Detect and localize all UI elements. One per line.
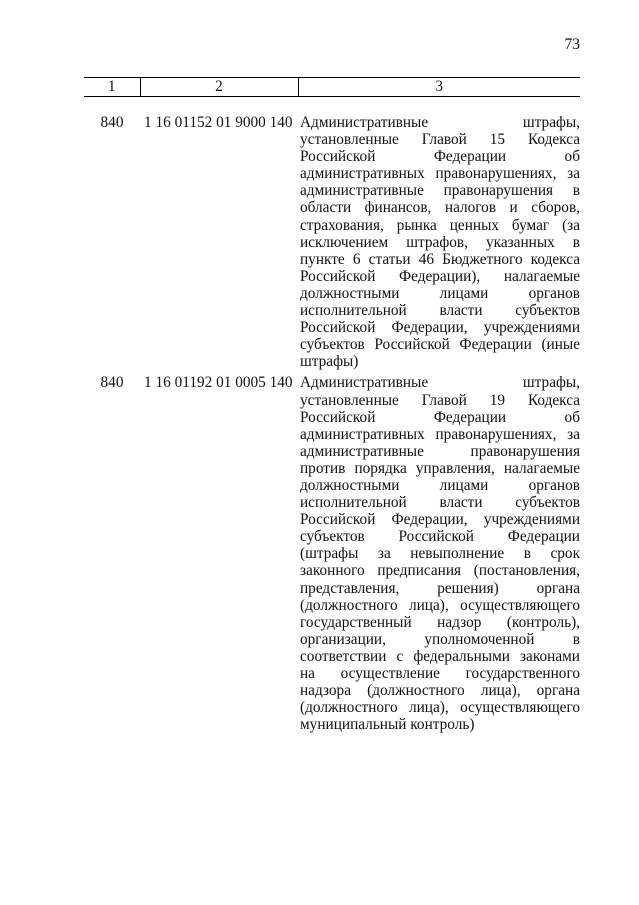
column-header-1: 1 [84, 78, 140, 97]
revenue-description: Административные штрафы, установленные Главой 15 Кодекса Российской Федерации об административных правонарушениях, за административные правонарушения в области финансов, налогов и сборов, страхования, рынка ценных бумаг (за исключением штрафов, указанных в пункте 6 статьи 46 Бюджетного кодекса Российской Федерации), налагаемые должностными лицами органов исполнительной власти субъектов Российской Федерации, учреждениями субъектов Российской Федерации (иные штрафы) [300, 114, 580, 371]
budget-codes-table [84, 77, 580, 733]
column-header-2: 2 [140, 78, 298, 97]
revenue-description: Административные штрафы, установленные Главой 19 Кодекса Российской Федерации об административных правонарушениях, за административные правонарушения против порядка управления, налагаемые должностными лицами органов исполнительной власти субъектов Российской Федерации, учреждениями субъектов Российской Федерации (штрафы за невыполнение в срок законного предписания (постановления, представления, решения) органа (должностного лица), осуществляющего государственный надзор (контроль), организации, уполномоченной в соответствии с федеральными законами на осуществление государственного надзора (должностного лица), органа (должностного лица), осуществляющего муниципальный контроль) [300, 374, 580, 734]
table-row [84, 374, 580, 733]
table-row [84, 114, 580, 370]
revenue-code: 1 16 01152 01 9000 140 [144, 114, 293, 131]
administrator-code: 840 [100, 374, 124, 392]
administrator-code: 840 [100, 114, 124, 131]
page-number: 73 [564, 36, 580, 53]
revenue-code: 1 16 01192 01 0005 140 [144, 374, 293, 392]
column-header-3: 3 [298, 78, 580, 97]
table-header-row [84, 78, 580, 97]
